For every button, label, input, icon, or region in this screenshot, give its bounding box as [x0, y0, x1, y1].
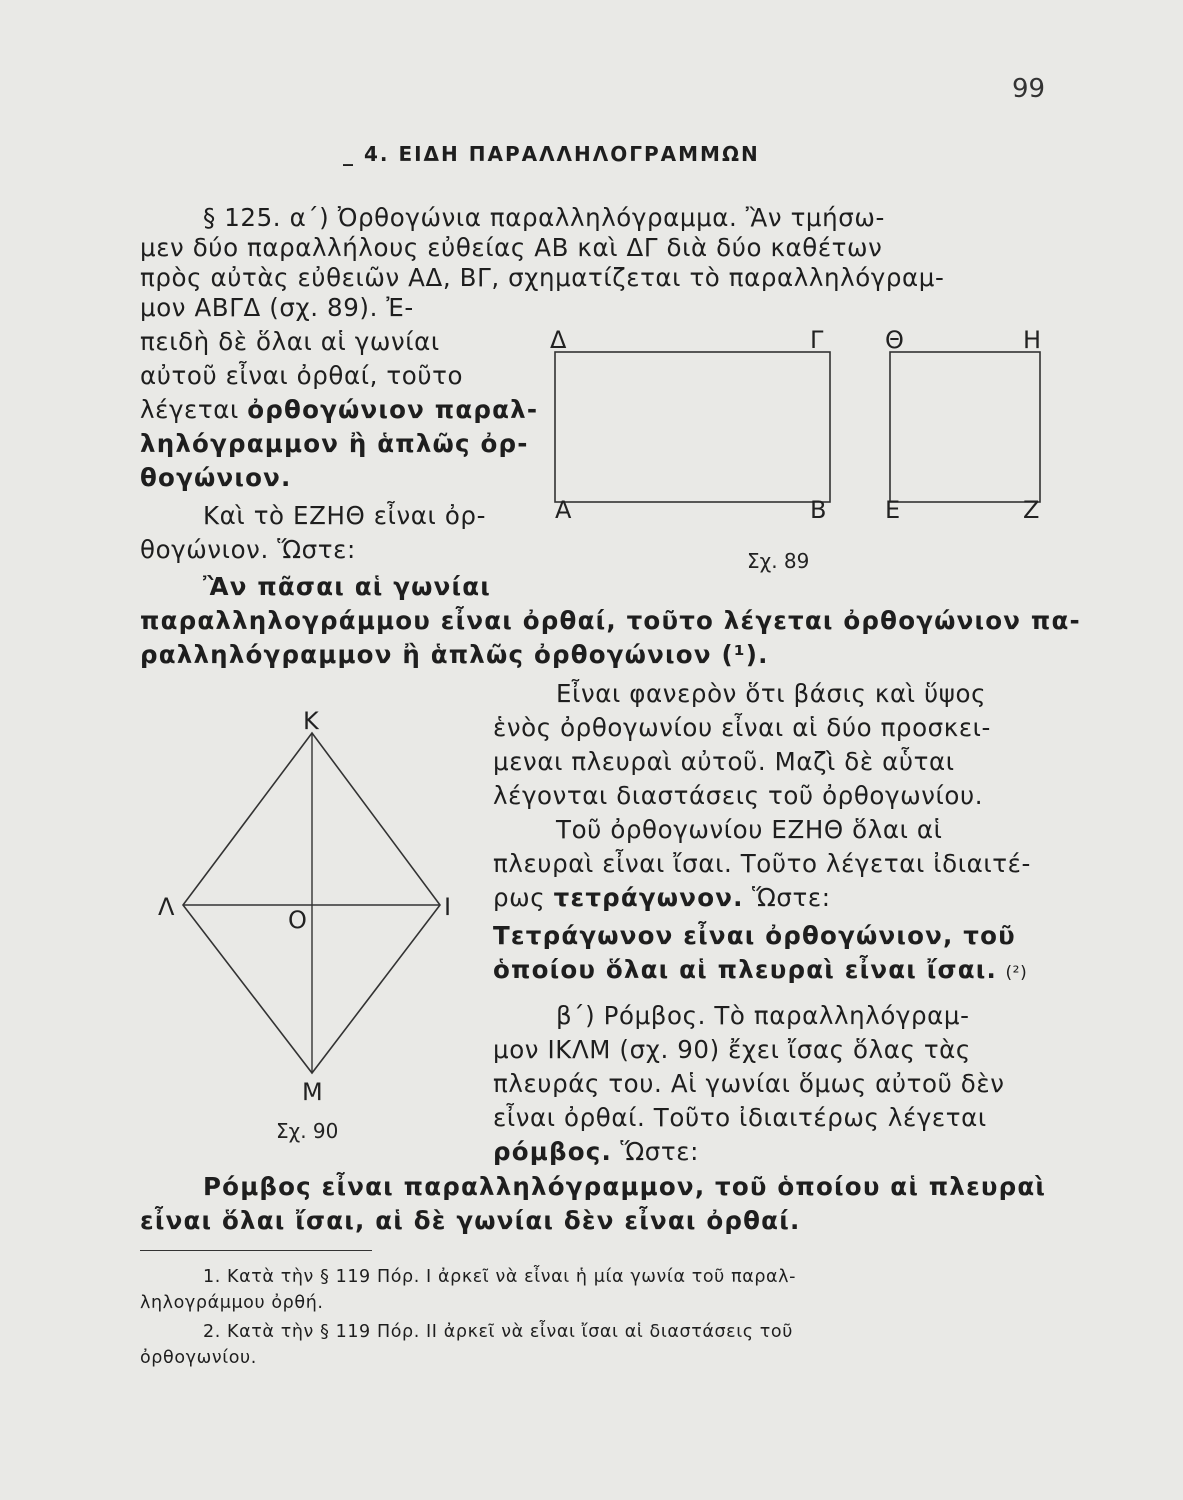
label-epsilon: Ε — [885, 496, 901, 524]
page-number: 99 — [1012, 74, 1046, 104]
text-span: Ὥστε: — [752, 883, 831, 912]
rule-line — [493, 955, 1027, 988]
term-orthogonion: ὀρθογώνιον παραλ- — [247, 395, 539, 424]
rule-line: ραλληλόγραμμον ἢ ἁπλῶς ὀρθογώνιον (¹). — [140, 640, 769, 669]
term-tetragonon: τετράγωνον. — [553, 883, 744, 912]
text-line: θογώνιον. — [140, 463, 292, 492]
label-kappa: Κ — [303, 707, 319, 735]
rule-line: Ἂν πᾶσαι αἱ γωνίαι — [203, 572, 492, 601]
term-rombos: ρόμβος. — [493, 1137, 612, 1166]
figure-90 — [150, 705, 480, 1155]
text-line: πειδὴ δὲ ὅλαι αἱ γωνίαι — [140, 327, 440, 356]
label-lambda: Λ — [158, 893, 175, 921]
text-line: § 125. α΄) Ὀρθογώνια παραλληλόγραμμα. Ἂν τμήσω- — [203, 203, 885, 232]
text-line: μεναι πλευραὶ αὐτοῦ. Μαζὶ δὲ αὗται — [493, 747, 955, 776]
figure-89 — [520, 320, 1060, 580]
label-delta: Δ — [550, 326, 567, 354]
text-line: μον ΑΒΓΔ (σχ. 89). Ἐ- — [140, 293, 414, 322]
text-line: Τοῦ ὀρθογωνίου ΕΖΗΘ ὅλαι αἱ — [556, 815, 943, 844]
label-zeta: Ζ — [1023, 496, 1040, 524]
text-line — [140, 395, 538, 425]
rule-line: Ρόμβος εἶναι παραλληλόγραμμον, τοῦ ὁποίου αἱ πλευραὶ — [203, 1172, 1047, 1201]
label-eta: Η — [1023, 326, 1042, 354]
label-theta: Θ — [885, 326, 904, 354]
label-iota: Ι — [444, 893, 452, 921]
text-span: λέγεται — [140, 395, 239, 424]
text-line: πρὸς αὐτὰς εὐθειῶν ΑΔ, ΒΓ, σχηματίζεται τὸ παραλληλόγραμ- — [140, 263, 945, 292]
label-mu: Μ — [302, 1078, 323, 1106]
text-line: πλευραὶ εἶναι ἴσαι. Τοῦτο λέγεται ἰδιαιτέ- — [493, 849, 1031, 878]
text-line: εἶναι ὀρθαί. Τοῦτο ἰδιαιτέρως λέγεται — [493, 1103, 987, 1132]
section-125-title-line — [203, 203, 1046, 233]
footnote-2-cont: ὀρθογωνίου. — [140, 1348, 257, 1368]
footnote-ref: (²) — [1005, 963, 1028, 983]
footnote-1: 1. Κατὰ τὴν § 119 Πόρ. I ἀρκεῖ νὰ εἶναι ἡ μία γωνία τοῦ παραλ- — [203, 1267, 797, 1287]
text-line: μον ΙΚΛΜ (σχ. 90) ἔχει ἴσας ὅλας τὰς — [493, 1035, 971, 1064]
rule-line: εἶναι ὅλαι ἴσαι, αἱ δὲ γωνίαι δὲν εἶναι ὀρθαί. — [140, 1206, 801, 1235]
text-line: θογώνιον. Ὥστε: — [140, 535, 356, 564]
footnote-2: 2. Κατὰ τὴν § 119 Πόρ. II ἀρκεῖ νὰ εἶναι ἴσαι αἱ διαστάσεις τοῦ — [203, 1322, 793, 1342]
footnote-divider — [140, 1250, 372, 1251]
rule-line: Τετράγωνον εἶναι ὀρθογώνιον, τοῦ — [493, 921, 1016, 950]
figure-89-caption: Σχ. 89 — [747, 549, 810, 573]
label-alpha: Α — [555, 496, 572, 524]
text-line: ἑνὸς ὀρθογωνίου εἶναι αἱ δύο προσκει- — [493, 713, 991, 742]
text-line: ληλόγραμμον ἢ ἁπλῶς ὀρ- — [140, 429, 529, 458]
rectangle-abgd — [555, 352, 830, 502]
rule-line: παραλληλογράμμου εἶναι ὀρθαί, τοῦτο λέγεται ὀρθογώνιον πα- — [140, 606, 1081, 635]
square-ezhth — [890, 352, 1040, 502]
text-line: πλευράς του. Αἱ γωνίαι ὅμως αὐτοῦ δὲν — [493, 1069, 1005, 1098]
text-line: Εἶναι φανερὸν ὅτι βάσις καὶ ὕψος — [556, 679, 987, 708]
text-line: β΄) Ρόμβος. Τὸ παραλληλόγραμ- — [556, 1001, 970, 1030]
text-span: ρως — [493, 883, 546, 912]
text-line — [493, 883, 831, 913]
text-line: μεν δύο παραλλήλους εὐθείας ΑΒ καὶ ΔΓ διὰ δύο καθέτων — [140, 233, 883, 262]
text-line: αὐτοῦ εἶναι ὀρθαί, τοῦτο — [140, 361, 464, 390]
footnote-1-cont: ληλογράμμου ὀρθή. — [140, 1293, 324, 1313]
text-line: λέγονται διαστάσεις τοῦ ὀρθογωνίου. — [493, 781, 984, 810]
text-line — [493, 1137, 699, 1167]
text-line: Καὶ τὸ ΕΖΗΘ εἶναι ὀρ- — [203, 501, 487, 530]
rule-text: ὁποίου ὅλαι αἱ πλευραὶ εἶναι ἴσαι. — [493, 955, 998, 984]
label-beta: Β — [810, 496, 827, 524]
label-gamma: Γ — [810, 326, 824, 354]
text-span: Ὥστε: — [620, 1137, 699, 1166]
figure-90-caption: Σχ. 90 — [276, 1119, 339, 1143]
label-omicron: Ο — [288, 906, 307, 934]
section-heading: _ 4. ΕΙΔΗ ΠΑΡΑΛΛΗΛΟΓΡΑΜΜΩΝ — [343, 142, 760, 166]
